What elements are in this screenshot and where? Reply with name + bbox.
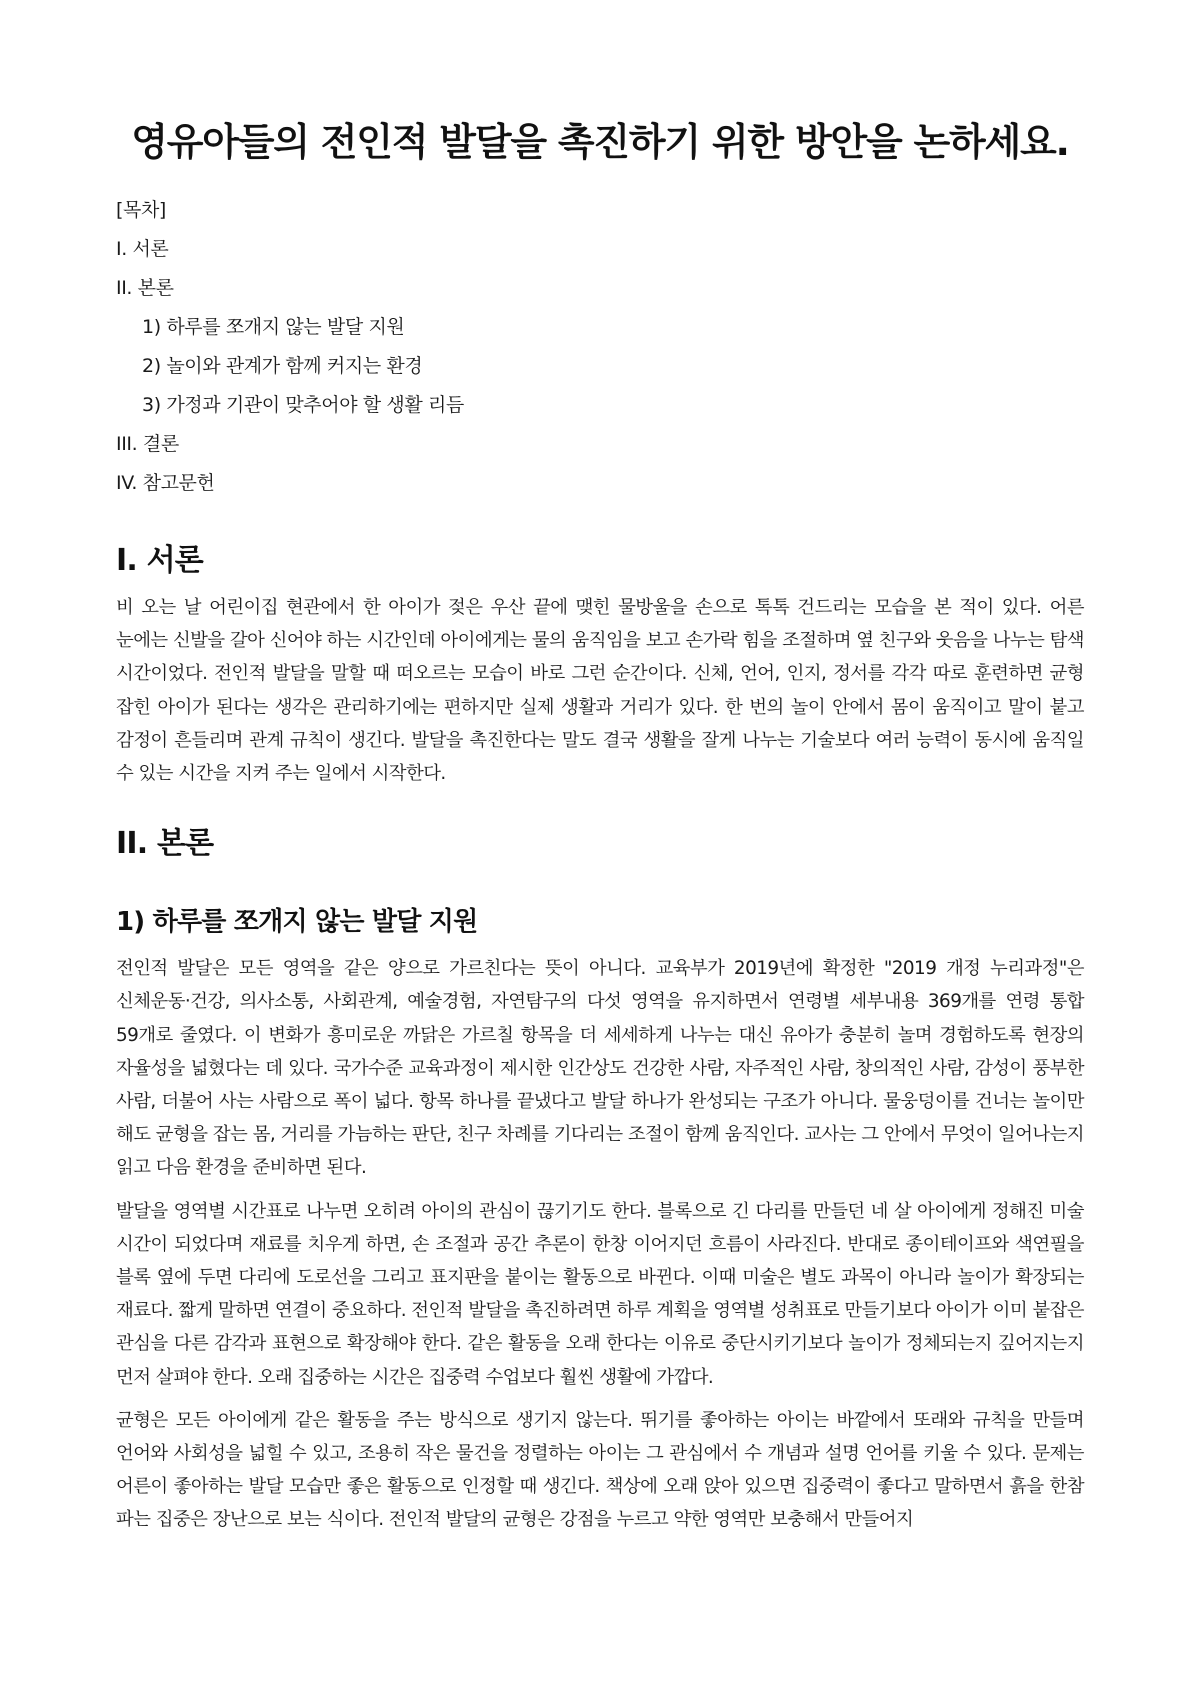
toc-item-references: IV. 참고문헌 [116,472,215,494]
body-paragraph-1: 전인적 발달은 모든 영역을 같은 양으로 가르친다는 뜻이 아니다. 교육부가 2019년에 확정한 "2019 개정 누리과정"은 신체운동·건강, 의사소통, 사회관계, 예술경험, 자연탐구의 다섯 영역을 유지하면서 연령별 세부내용 369개를 연령 통합 59개로 줄였다. 이 변화가 흥미로운 까닭은 가르칠 항목을 더 세세하게 나누는 대신 유아가 충분히 놀며 경험하도록 현장의 자율성을 넓혔다는 데 있다. 국가수준 교육과정이 제시한 인간상도 건강한 사람, 자주적인 사람, 창의적인 사람, 감성이 풍부한 사람, 더불어 사는 사람으로 폭이 넓다. 항목 하나를 끝냈다고 발달 하나가 완성되는 구조가 아니다. 물웅덩이를 건너는 놀이만 해도 균형을 잡는 몸, 거리를 가늠하는 판단, 친구 차례를 기다리는 조절이 함께 움직인다. 교사는 그 안에서 무엇이 일어나는지 읽고 다음 환경을 준비하면 된다. [116,958,1084,1179]
toc-item-body-sub3: 3) 가정과 기관이 맞추어야 할 생활 리듬 [142,394,464,416]
toc-heading: [목차] [116,199,166,221]
toc-item-conclusion: III. 결론 [116,433,179,455]
toc-item-intro: I. 서론 [116,238,169,260]
subsection-heading-1: 1) 하루를 쪼개지 않는 발달 지원 [116,907,478,938]
body-paragraph-3: 균형은 모든 아이에게 같은 활동을 주는 방식으로 생기지 않는다. 뛰기를 좋아하는 아이는 바깥에서 또래와 규칙을 만들며 언어와 사회성을 넓힐 수 있고, 조용히 작은 물건을 정렬하는 아이는 그 관심에서 수 개념과 설명 언어를 키울 수 있다. 문제는 어른이 좋아하는 발달 모습만 좋은 활동으로 인정할 때 생긴다. 책상에 오래 앉아 있으면 집중력이 좋다고 말하면서 흙을 한참 파는 집중은 장난으로 보는 식이다. 전인적 발달의 균형은 강점을 누르고 약한 영역만 보충해서 만들어지 [116,1409,1084,1531]
document-title: 영유아들의 전인적 발달을 촉진하기 위한 방안을 논하세요. [131,120,1069,164]
toc-item-body-sub1: 1) 하루를 쪼개지 않는 발달 지원 [142,316,405,338]
body-paragraph-2: 발달을 영역별 시간표로 나누면 오히려 아이의 관심이 끊기기도 한다. 블록으로 긴 다리를 만들던 네 살 아이에게 정해진 미술 시간이 되었다며 재료를 치우게 하면, 손 조절과 공간 추론이 한창 이어지던 흐름이 사라진다. 반대로 종이테이프와 색연필을 블록 옆에 두면 다리에 도로선을 그리고 표지판을 붙이는 활동으로 바뀐다. 이때 미술은 별도 과목이 아니라 놀이가 확장되는 재료다. 짧게 말하면 연결이 중요하다. 전인적 발달을 촉진하려면 하루 계획을 영역별 성취표로 만들기보다 아이가 이미 붙잡은 관심을 다른 감각과 표현으로 확장해야 한다. 같은 활동을 오래 한다는 이유로 중단시키기보다 놀이가 정체되는지 깊어지는지 먼저 살펴야 한다. 오래 집중하는 시간은 집중력 수업보다 훨씬 생활에 가깝다. [116,1200,1085,1388]
toc-item-body-sub2: 2) 놀이와 관계가 함께 커지는 환경 [142,355,423,377]
toc-item-body: II. 본론 [116,277,174,299]
intro-paragraph: 비 오는 날 어린이집 현관에서 한 아이가 젖은 우산 끝에 맺힌 물방울을 손으로 톡톡 건드리는 모습을 본 적이 있다. 어른 눈에는 신발을 갈아 신어야 하는 시간인데 아이에게는 물의 움직임을 보고 손가락 힘을 조절하며 옆 친구와 웃음을 나누는 탐색 시간이었다. 전인적 발달을 말할 때 떠오르는 모습이 바로 그런 순간이다. 신체, 언어, 인지, 정서를 각각 따로 훈련하면 균형 잡힌 아이가 된다는 생각은 관리하기에는 편하지만 실제 생활과 거리가 있다. 한 번의 놀이 안에서 몸이 움직이고 말이 붙고 감정이 흔들리며 관계 규칙이 생긴다. 발달을 촉진한다는 말도 결국 생활을 잘게 나누는 기술보다 여러 능력이 동시에 움직일 수 있는 시간을 지켜 주는 일에서 시작한다. [116,597,1085,785]
section-heading-intro: I. 서론 [116,543,203,578]
section-heading-body: II. 본론 [116,826,214,862]
table-of-contents [116,191,1084,503]
